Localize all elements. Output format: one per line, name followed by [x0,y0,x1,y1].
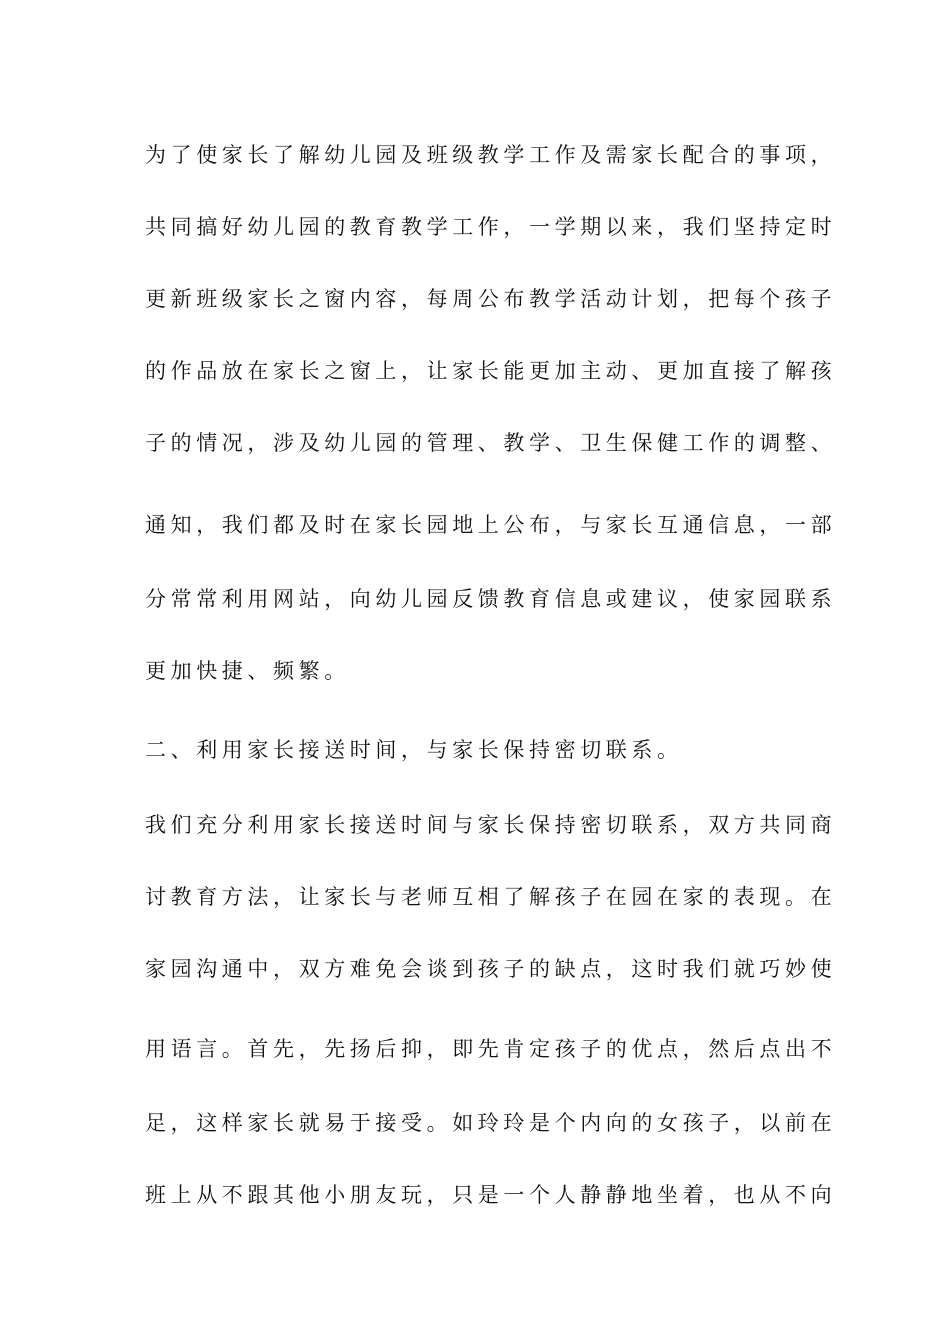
text-line: 更新班级家长之窗内容，每周公布教学活动计划，把每个孩子 [145,287,837,311]
text-line: 为了使家长了解幼儿园及班级教学工作及需家长配合的事项， [145,143,837,167]
text-line: 家园沟通中，双方难免会谈到孩子的缺点，这时我们就巧妙使 [145,957,837,981]
text-line: 我们充分利用家长接送时间与家长保持密切联系，双方共同商 [145,813,837,837]
text-line: 的作品放在家长之窗上，让家长能更加主动、更加直接了解孩 [145,359,837,383]
text-line: 共同搞好幼儿园的教育教学工作，一学期以来，我们坚持定时 [145,215,837,239]
text-line: 更加快捷、频繁。 [145,659,350,683]
text-line: 足，这样家长就易于接受。如玲玲是个内向的女孩子，以前在 [145,1111,837,1135]
section-heading: 二、利用家长接送时间，与家长保持密切联系。 [145,738,683,762]
text-line: 用语言。首先，先扬后抑，即先肯定孩子的优点，然后点出不 [145,1037,837,1061]
text-line: 分常常利用网站，向幼儿园反馈教育信息或建议，使家园联系 [145,587,837,611]
text-line: 班上从不跟其他小朋友玩，只是一个人静静地坐着，也从不向 [145,1183,837,1207]
text-line: 子的情况，涉及幼儿园的管理、教学、卫生保健工作的调整、 [145,431,837,455]
text-line: 讨教育方法，让家长与老师互相了解孩子在园在家的表现。在 [145,885,837,909]
text-line: 通知，我们都及时在家长园地上公布，与家长互通信息，一部 [145,513,837,537]
